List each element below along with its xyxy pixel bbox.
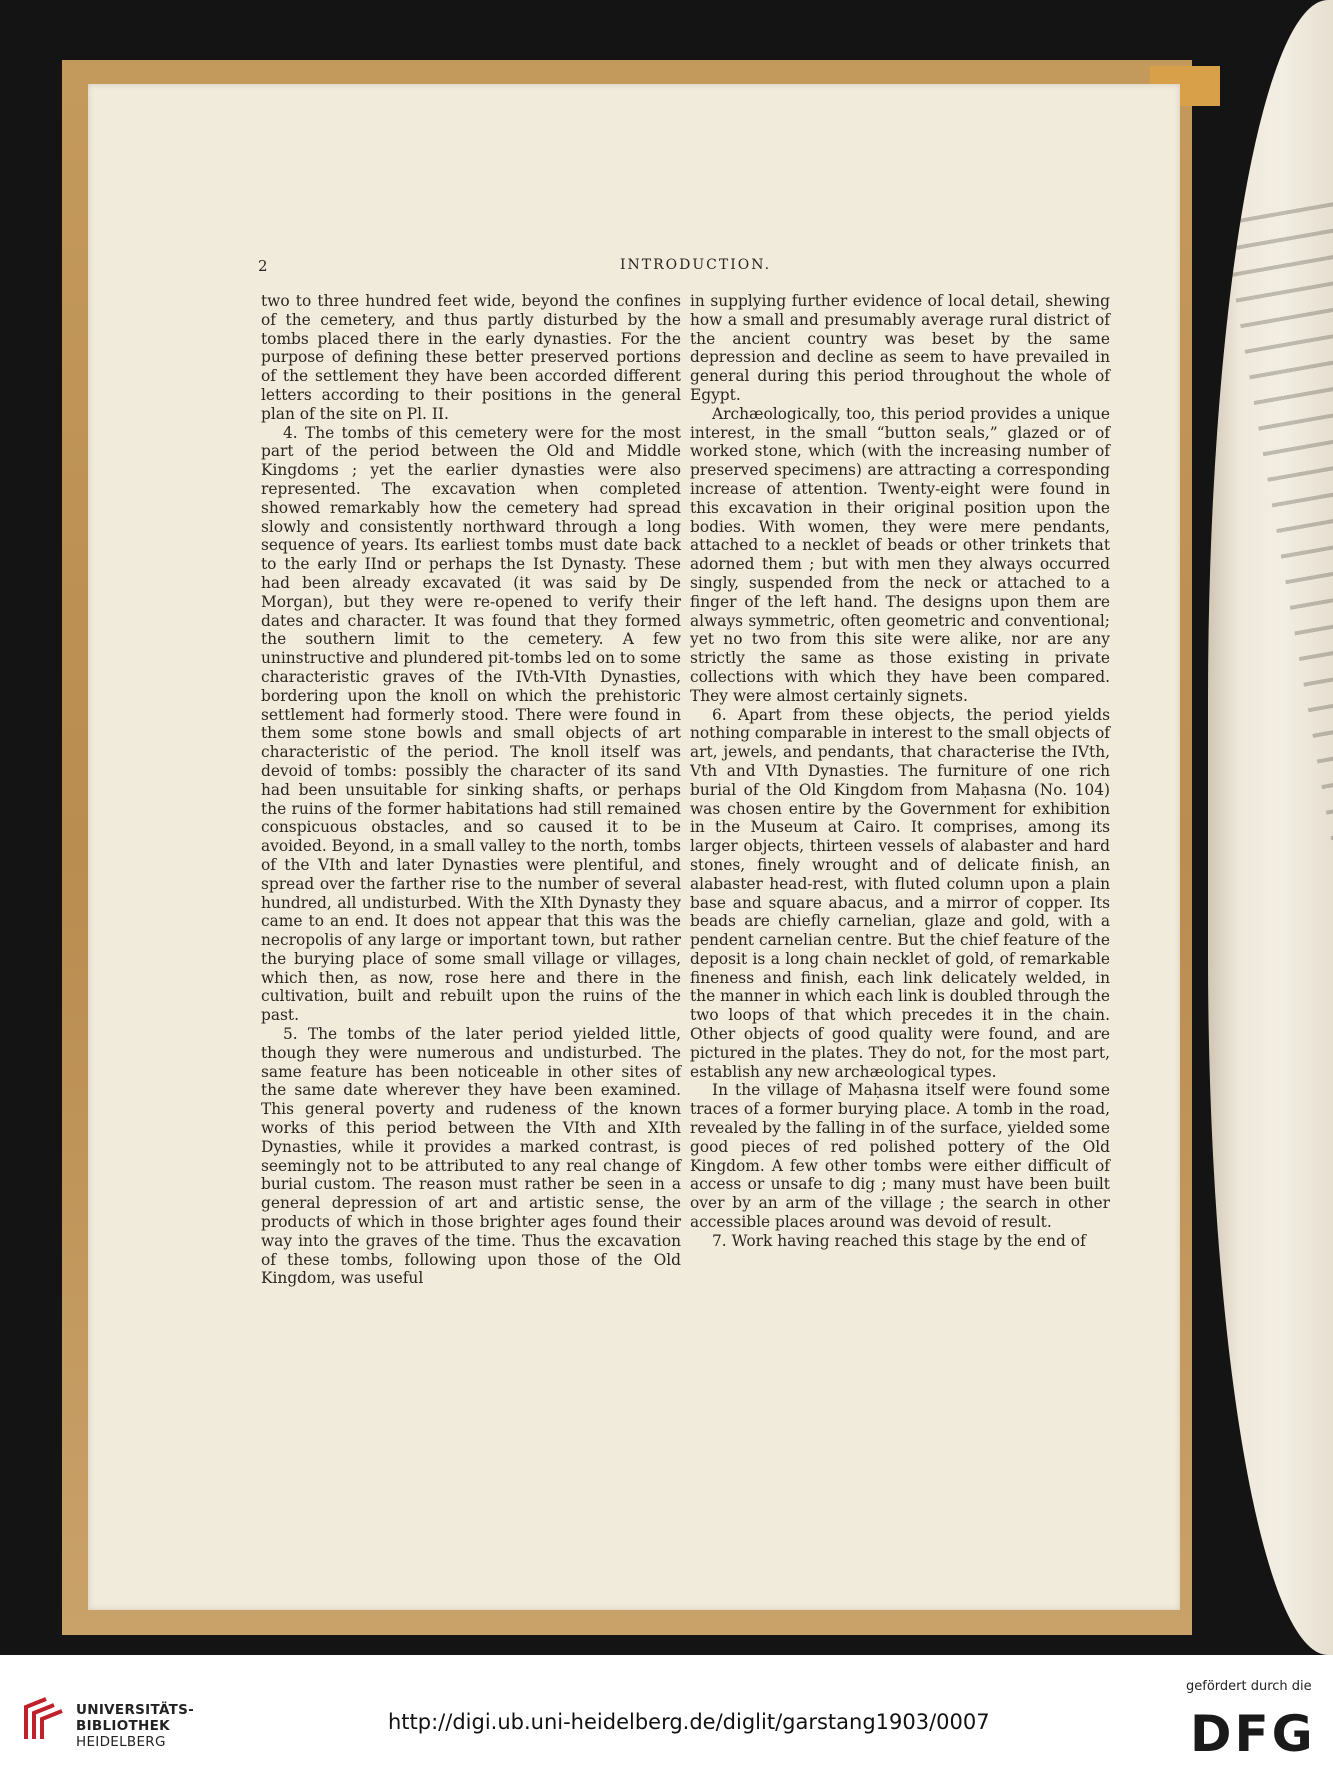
library-name-line3: HEIDELBERG (76, 1734, 166, 1750)
paragraph: two to three hundred feet wide, beyond the confines of the cemetery, and thus partly disturbed by the tombs placed there in the early dynasties. For the purpose of defining these better preserved portions of the settlement they have been accorded different letters according to their positions in the general plan of the site on Pl. II. (261, 292, 681, 423)
page-number: 2 (258, 257, 268, 275)
viewer-footer (0, 1655, 1333, 1775)
left-column (261, 292, 681, 1288)
next-page-text-blur (1220, 182, 1333, 1342)
paragraph: 4. The tombs of this cemetery were for the most part of the period between the Old and Middle Kingdoms ; yet the earlier dynasties were also represented. The excavation when completed showed remarkably how the cemetery had spread slowly and consistently northward through a long sequence of years. Its earliest tombs must date back to the early IInd or perhaps the Ist Dynasty. These had been already excavated (it was said by De Morgan), but they were re-opened to verify their dates and character. It was found that they formed the southern limit to the cemetery. A few uninstructive and plundered pit-tombs led on to some characteristic graves of the IVth-VIth Dynasties, bordering upon the knoll on which the prehistoric settlement had formerly stood. There were found in them some stone bowls and small objects of art characteristic of the period. The knoll itself was devoid of tombs: possibly the character of its sand had been unsuitable for sinking shafts, or perhaps the ruins of the former habitations had still remained conspicuous obstacles, and so caused it to be avoided. Beyond, in a small valley to the north, tombs of the VIth and later Dynasties were plentiful, and spread over the farther rise to the number of several hundred, all undisturbed. With the XIth Dynasty they came to an end. It does not appear that this was the necropolis of any large or important town, but rather the burying place of some small village or villages, which then, as now, rose here and there in the cultivation, built and rebuilt upon the ruins of the past. (261, 423, 681, 1025)
paragraph: 6. Apart from these objects, the period yields nothing comparable in interest to the small objects of art, jewels, and pendants, that characterise the IVth, Vth and VIth Dynasties. The furniture of one rich burial of the Old Kingdom from Maḥasna (No. 104) was chosen entire by the Government for exhibition in the Museum at Cairo. It comprises, among its larger objects, thirteen vessels of alabaster and hard stones, finely wrought and of delicate finish, an alabaster head-rest, with fluted column upon a plain base and square abacus, and a mirror of copper. Its beads are chiefly carnelian, glaze and gold, with a pendent carnelian centre. But the chief feature of the deposit is a long chain necklet of gold, of remarkable fineness and finish, each link delicately welded, in the manner in which each link is doubled through the two loops of that which precedes it in the chain. Other objects of good quality were found, and are pictured in the plates. They do not, for the most part, establish any new archæological types. (690, 705, 1110, 1081)
library-name-line2: BIBLIOTHEK (76, 1718, 170, 1734)
permalink-url[interactable]: http://digi.ub.uni-heidelberg.de/diglit/garstang1903/0007 (388, 1710, 990, 1734)
sponsor-caption: gefördert durch die (1186, 1679, 1312, 1694)
running-head: INTRODUCTION. (620, 257, 772, 273)
paragraph: Archæologically, too, this period provides a unique interest, in the small “button seals,” glazed or of worked stone, which (with the increasing number of preserved specimens) are attracting a corresponding increase of attention. Twenty-eight were found in this excavation in their original position upon the bodies. With women, they were mere pendants, attached to a necklet of beads or other trinkets that adorned them ; but with men they always occurred singly, suspended from the neck or attached to a finger of the left hand. The designs upon them are always symmetric, often geometric and conventional; yet no two from this site were alike, nor are any strictly the same as those existing in private collections with which they have been compared. They were almost certainly signets. (690, 404, 1110, 705)
paragraph: In the village of Maḥasna itself were found some traces of a former burying place. A tomb in the road, revealed by the falling in of the surface, yielded some good pieces of red polished pottery of the Old Kingdom. A few other tombs were either difficult of access or unsafe to dig ; many must have been built over by an arm of the village ; the search in other accessible places around was devoid of result. (690, 1081, 1110, 1232)
paragraph: in supplying further evidence of local detail, shewing how a small and presumably average rural district of the ancient country was beset by the same depression and decline as seem to have prevailed in general during this period throughout the whole of Egypt. (690, 292, 1110, 404)
paragraph: 7. Work having reached this stage by the end of (712, 1231, 1086, 1250)
library-name-line1: UNIVERSITÄTS- (76, 1702, 195, 1718)
right-column (690, 292, 1110, 1251)
dfg-logo: DFG (1190, 1705, 1316, 1763)
library-logo-icon (18, 1695, 68, 1745)
paragraph: 5. The tombs of the later period yielded little, though they were numerous and undisturbed. The same feature has been noticeable in other sites of the same date wherever they have been examined. This general poverty and rudeness of the known works of this period between the VIth and XIth Dynasties, while it provides a marked contrast, is seemingly not to be attributed to any real change of burial custom. The reason must rather be seen in a general depression of art and artistic sense, the products of which in those brighter ages found their way into the graves of the time. Thus the excavation of these tombs, following upon those of the Old Kingdom, was useful (261, 1025, 681, 1288)
next-page-curl (1208, 0, 1333, 1655)
